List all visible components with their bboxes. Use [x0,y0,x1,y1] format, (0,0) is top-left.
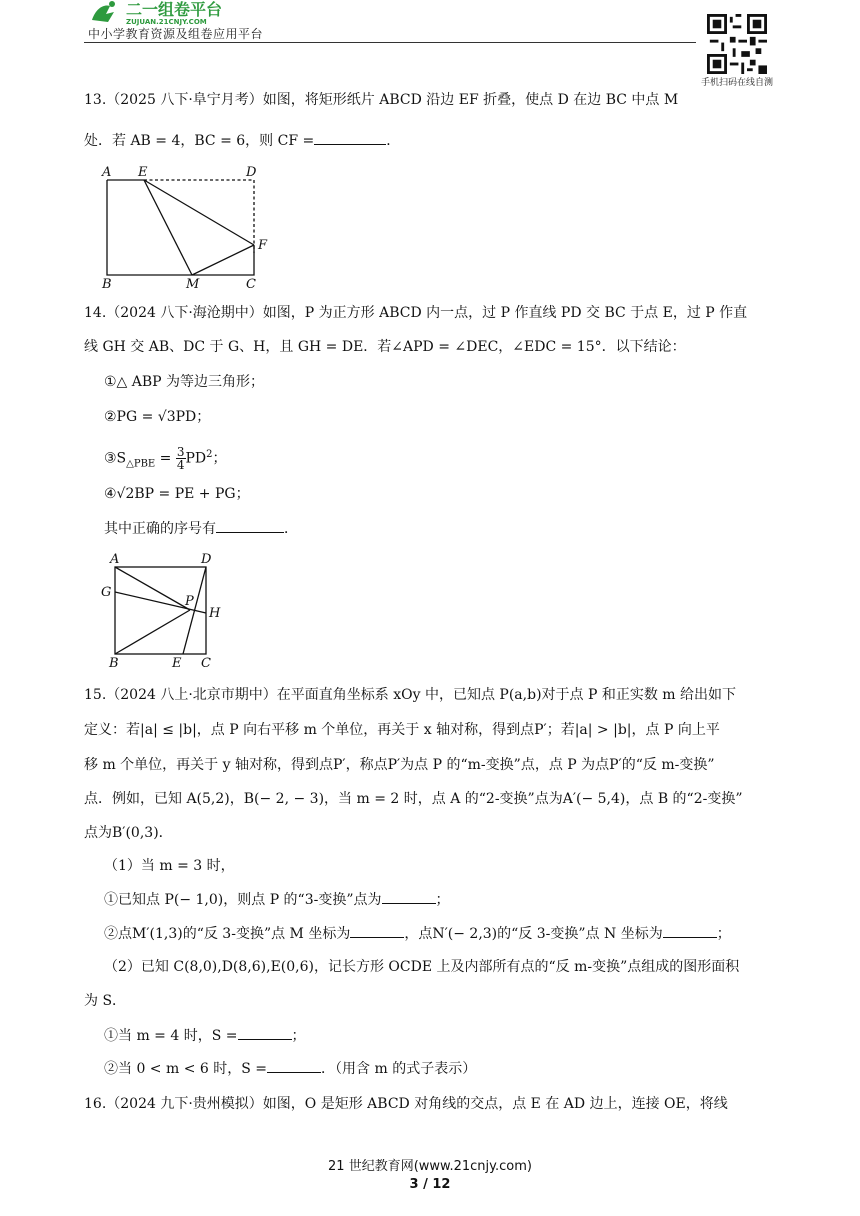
q14-label-c: C [201,656,211,671]
q14-conclusion-1: ①△ ABP 为等边三角形； [104,374,265,390]
q14-label-g: G [101,585,112,600]
q14-line2: 线 GH 交 AB、DC 于 G、H，且 GH = DE．若∠APD = ∠DEC，∠EDC = 15°．以下结论： [84,339,686,355]
q15-part2b: ②当 0 < m < 6 时，S = ．（用含 m 的式子表示） [104,1058,476,1079]
q13-label-d: D [246,165,257,180]
q15-part1: （1）当 m = 3 时， [104,858,235,874]
q15-part2-line1: （2）已知 C(8,0),D(8,6),E(0,6)，记长方形 OCDE 上及内部所有点的“反 m-变换”点组成的图形面积 [104,959,740,975]
q13-line1: 13.（2025 八下·阜宁月考）如图，将矩形纸片 ABCD 沿边 EF 折叠，使点 D 在边 BC 中点 M [84,92,679,108]
logo-text: 二一组卷平台 [126,0,223,19]
q15-line3: 移 m 个单位，再关于 y 轴对称，得到点P′，称点P′为点 P 的“m-变换”点，点 P 为点P′的“反 m-变换” [84,757,715,773]
q14-label-d: D [201,552,212,567]
header-divider [84,42,696,43]
q14-label-e: E [172,656,182,671]
platform-logo [86,0,276,26]
qr-code-icon[interactable] [707,14,767,74]
q15-line2: 定义：若|a| ≤ |b|，点 P 向右平移 m 个单位，再关于 x 轴对称，得到点P′；若|a| > |b|，点 P 向上平 [84,722,720,738]
q14-label-h: H [209,606,221,621]
footer-site: 21 世纪教育网(www.21cnjy.com) [328,1159,532,1174]
logo-url: ZUJUAN.21CNJY.COM [126,18,207,26]
q15-line4: 点．例如，已知 A(5,2)，B(− 2, − 3)，当 m = 2 时，点 A 的“2-变换”点为A′(− 5,4)，点 B 的“2-变换” [84,791,743,807]
q13-label-f: F [258,238,268,253]
q14-figure [98,550,228,672]
q15-part2a: ①当 m = 4 时，S = ； [104,1025,306,1046]
q13-label-e: E [138,165,148,180]
q13-label-m: M [186,277,200,292]
q14-label-a: A [110,552,120,567]
q13-answer-blank[interactable] [314,130,386,145]
q15-1b-blank-n[interactable] [663,923,717,938]
q14-conclusion-2: ②PG = √3PD； [104,409,211,425]
q15-part1b: ②点M′(1,3)的“反 3-变换”点 M 坐标为 ，点N′(− 2,3)的“反 3-变换”点 N 坐标为 ； [104,923,731,944]
q14-conclusion-3: $③S_{\triangle PBE}$ = $\frac{3}{4}$ $PD^2$； [104,445,227,473]
q15-line1: 15.（2024 八上·北京市期中）在平面直角坐标系 xOy 中，已知点 P(a,b)对于点 P 和正实数 m 给出如下 [84,687,737,703]
q14-line1: 14.（2024 八下·海沧期中）如图，P 为正方形 ABCD 内一点，过 P 作直线 PD 交 BC 于点 E，过 P 作直 [84,305,748,321]
header-subtitle: 中小学教育资源及组卷应用平台 [88,27,264,41]
q15-2a-blank[interactable] [238,1025,292,1040]
q15-line5: 点为B′(0,3)． [84,825,173,841]
q13-line2: 处．若 AB = 4，BC = 6，则 CF = ． [84,130,400,151]
q14-answer-blank[interactable] [216,518,284,533]
q15-1a-blank[interactable] [382,889,436,904]
q16-line1: 16.（2024 九下·贵州模拟）如图，O 是矩形 ABCD 对角线的交点，点 E 在 AD 边上，连接 OE，将线 [84,1096,728,1112]
q15-2b-blank[interactable] [267,1058,321,1073]
q13-label-a: A [102,165,112,180]
q13-label-b: B [102,277,112,292]
q13-figure [96,160,276,292]
q13-label-c: C [246,277,256,292]
q14-label-p: P [185,594,194,609]
q14-conclusion-4: ④√2BP = PE + PG； [104,486,250,502]
q15-1b-blank-m[interactable] [350,923,404,938]
qr-caption: 手机扫码在线自测 [700,78,773,88]
page-number: 3 / 12 [409,1177,451,1192]
q15-part2-line2: 为 S． [84,993,127,1009]
q14-ask: 其中正确的序号有 ． [104,518,298,539]
q15-part1a: ①已知点 P(− 1,0)，则点 P 的“3-变换”点为 ； [104,889,450,910]
q14-label-b: B [109,656,119,671]
